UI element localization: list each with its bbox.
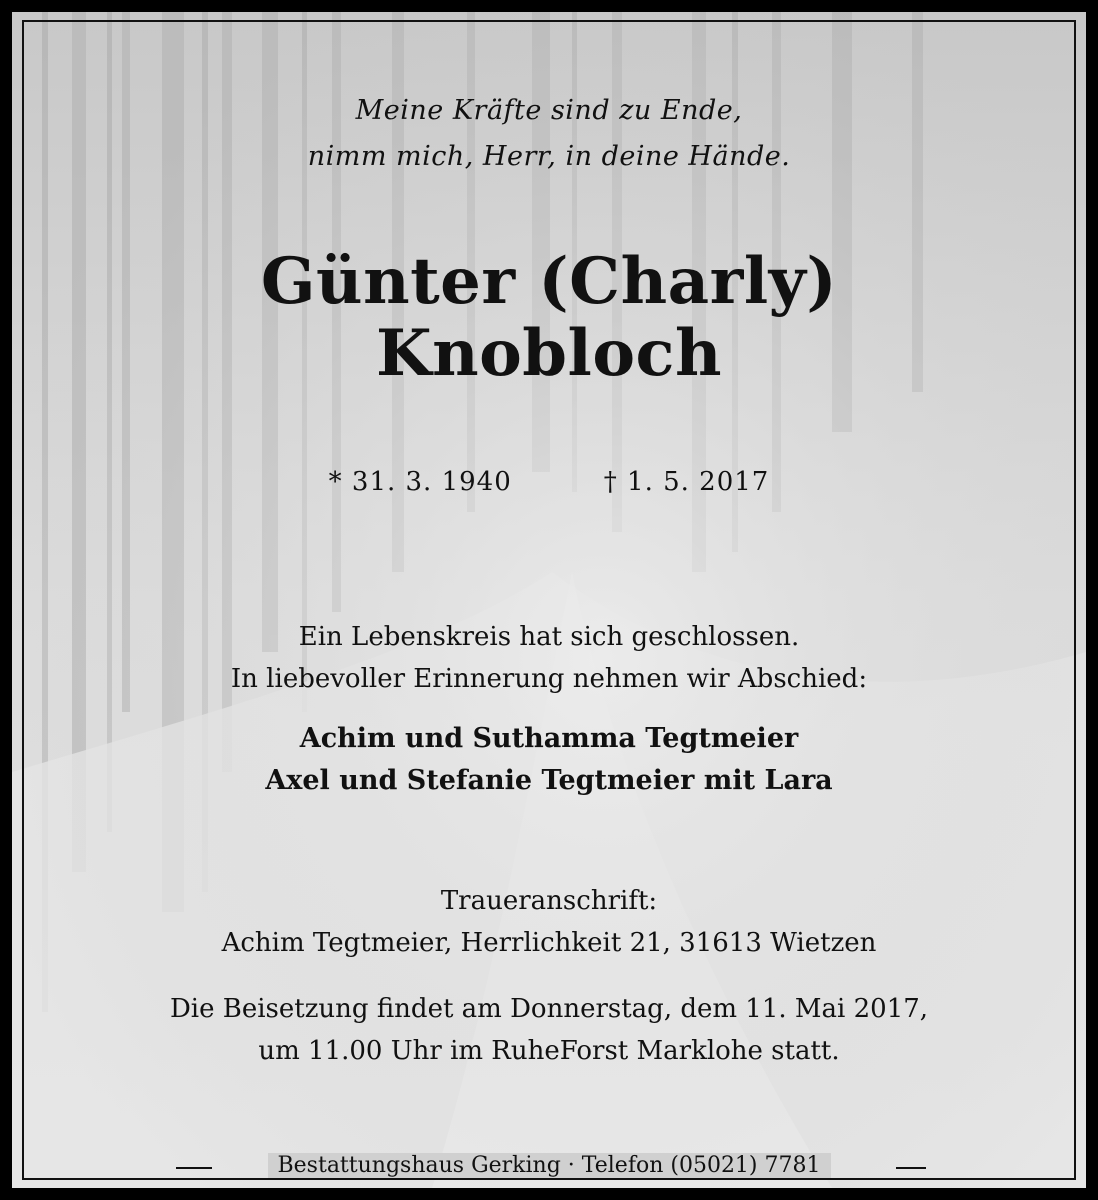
farewell-text — [12, 616, 1086, 700]
life-dates — [12, 462, 1086, 502]
mourning-address — [12, 880, 1086, 964]
deceased-name — [12, 246, 1086, 390]
deceased-name-line-2: Knobloch — [375, 316, 723, 391]
burial-line-2: um 11.00 Uhr im RuheForst Marklohe statt. — [258, 1036, 840, 1066]
mourner: Axel und Stefanie Tegtmeier mit Lara — [265, 765, 833, 796]
burial-info — [12, 988, 1086, 1072]
mourners-list — [12, 718, 1086, 802]
burial-line-1: Die Beisetzung findet am Donnerstag, dem 11. Mai 2017, — [169, 994, 929, 1024]
funeral-home-contact: Bestattungshaus Gerking · Telefon (05021) 7781 — [268, 1153, 831, 1178]
mourner: Achim und Suthamma Tegtmeier — [299, 723, 799, 754]
mourning-address-label: Traueranschrift: — [440, 886, 658, 916]
motto-verse — [12, 88, 1086, 180]
funeral-home-footer — [12, 1149, 1086, 1183]
farewell-line-2: In liebevoller Erinnerung nehmen wir Abschied: — [230, 664, 868, 694]
motto-line-1: Meine Kräfte sind zu Ende, — [355, 95, 743, 126]
death-date: † 1. 5. 2017 — [603, 467, 770, 497]
farewell-line-1: Ein Lebenskreis hat sich geschlossen. — [298, 622, 800, 652]
deceased-name-line-1: Günter (Charly) — [260, 244, 838, 319]
mourning-address-value: Achim Tegtmeier, Herrlichkeit 21, 31613 Wietzen — [221, 928, 877, 958]
motto-line-2: nimm mich, Herr, in deine Hände. — [307, 141, 791, 172]
birth-date: * 31. 3. 1940 — [328, 467, 512, 497]
